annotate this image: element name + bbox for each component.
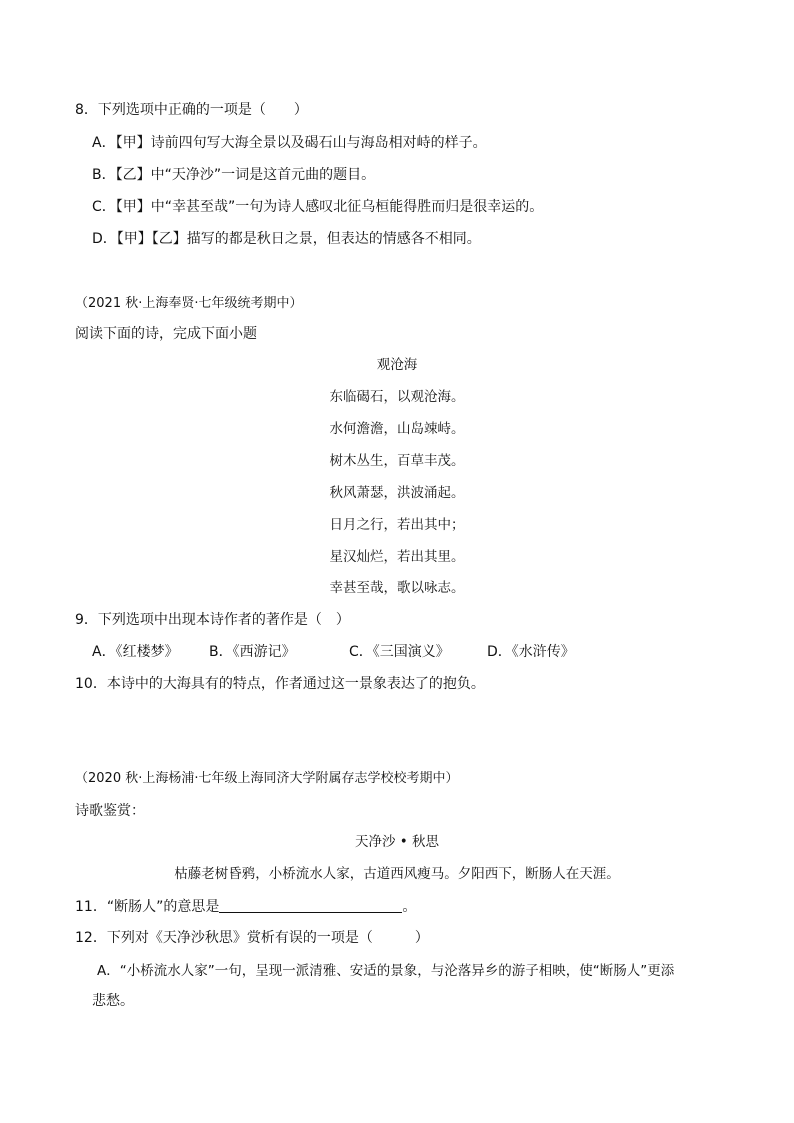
section-2-instruction: 诗歌鉴赏： bbox=[75, 803, 145, 819]
section-1-instruction: 阅读下面的诗，完成下面小题 bbox=[75, 326, 257, 342]
question-9-option-c: C．《三国演义》 bbox=[349, 644, 450, 660]
section-1-source: （2021 秋·上海奉贤·七年级统考期中） bbox=[75, 296, 303, 311]
question-9-stem: 9．下列选项中出现本诗作者的著作是（ ） bbox=[75, 612, 350, 628]
answer-blank[interactable] bbox=[219, 898, 402, 913]
question-9-option-d: D．《水浒传》 bbox=[487, 644, 575, 660]
question-11-end: 。 bbox=[402, 899, 417, 915]
question-9-option-b: B．《西游记》 bbox=[209, 644, 296, 660]
question-11-stem bbox=[75, 898, 416, 916]
question-12-stem: 12．下列对《天净沙秋思》赏析有误的一项是（ ） bbox=[75, 930, 429, 946]
poem-line: 星汉灿烂，若出其里。 bbox=[329, 549, 465, 565]
poem-line: 水何澹澹，山岛竦峙。 bbox=[329, 421, 465, 437]
poem-line: 幸甚至哉，歌以咏志。 bbox=[329, 580, 465, 596]
question-8-option-a: A．【甲】诗前四句写大海全景以及碣石山与海岛相对峙的样子。 bbox=[92, 135, 487, 151]
question-11-text: 11．“断肠人”的意思是 bbox=[75, 899, 220, 915]
question-8-option-c: C．【甲】中“幸甚至哉”一句为诗人感叹北征乌桓能得胜而归是很幸运的。 bbox=[92, 199, 544, 215]
question-12-option-a-cont: 悲愁。 bbox=[92, 993, 134, 1009]
question-8-stem: 8．下列选项中正确的一项是（ ） bbox=[75, 102, 308, 118]
poem-line: 树木丛生，百草丰茂。 bbox=[329, 453, 465, 469]
question-10-stem: 10．本诗中的大海具有的特点，作者通过这一景象表达了的抱负。 bbox=[75, 676, 485, 692]
poem-line: 秋风萧瑟，洪波涌起。 bbox=[329, 485, 465, 501]
question-8-option-b: B．【乙】中“天净沙”一词是这首元曲的题目。 bbox=[92, 167, 376, 183]
question-9-option-a: A．《红楼梦》 bbox=[92, 644, 179, 660]
poem-title: 观沧海 bbox=[376, 357, 418, 373]
poem-line: 枯藤老树昏鸦，小桥流水人家，古道西风瘦马。夕阳西下，断肠人在天涯。 bbox=[174, 866, 620, 882]
poem-line: 东临碣石，以观沧海。 bbox=[329, 389, 465, 405]
section-2-source: （2020 秋·上海杨浦·七年级上海同济大学附属存志学校校考期中） bbox=[75, 771, 459, 786]
question-8-option-d: D．【甲】【乙】描写的都是秋日之景，但表达的情感各不相同。 bbox=[92, 231, 481, 247]
poem-title: 天净沙 • 秋思 bbox=[354, 834, 440, 850]
poem-line: 日月之行，若出其中； bbox=[329, 517, 465, 533]
question-12-option-a: A．“小桥流水人家”一句，呈现一派清雅、安适的景象，与沦落异乡的游子相映，使“断肠人”更添 bbox=[97, 963, 675, 979]
